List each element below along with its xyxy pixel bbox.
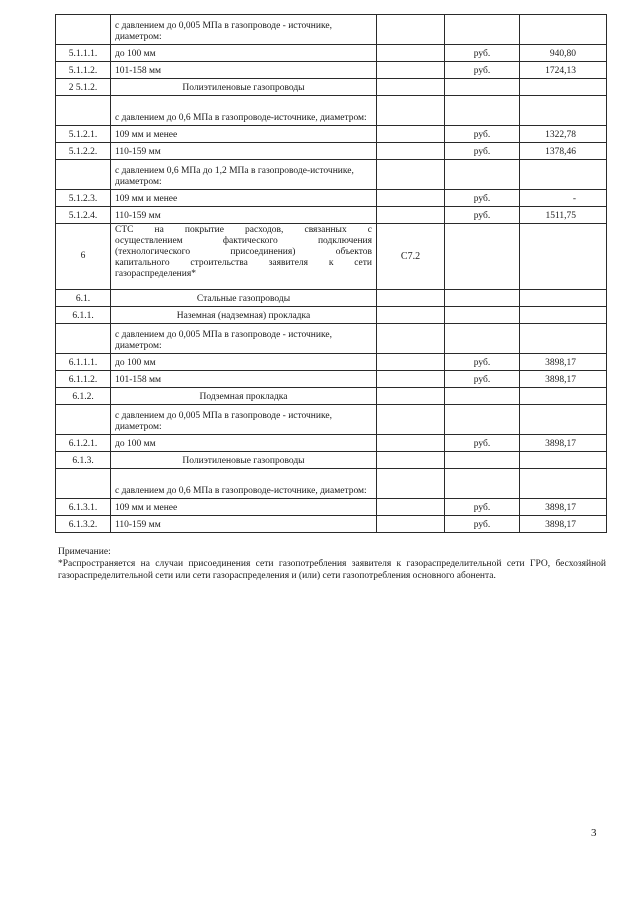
row-unit: руб. [445,516,520,533]
row-number: 5.1.2.3. [56,190,111,207]
row-code [377,290,445,307]
row-price: 1724,13 [520,62,607,79]
row-unit [445,290,520,307]
row-number: 6 [56,224,111,290]
row-description: 110-159 мм [111,143,377,160]
row-unit [445,324,520,354]
row-code [377,452,445,469]
table-row [56,435,607,452]
row-unit: руб. [445,45,520,62]
row-price: 3898,17 [520,435,607,452]
row-description: с давлением до 0,005 МПа в газопроводе - источнике, диаметром: [111,15,377,45]
row-description: с давлением до 0,005 МПа в газопроводе - источнике, диаметром: [111,405,377,435]
row-code [377,516,445,533]
description-line: (технологического присоединения) объектов [115,247,372,257]
row-unit [445,405,520,435]
row-code [377,79,445,96]
row-number: 6.1.2.1. [56,435,111,452]
description-line: капитального строительства заявителя к сети [115,258,372,268]
row-unit: руб. [445,143,520,160]
footnote-title: Примечание: [58,547,111,557]
row-code [377,45,445,62]
row-description: 109 мм и менее [111,499,377,516]
row-description: 110-159 мм [111,207,377,224]
section-row [56,290,607,307]
table-row [56,143,607,160]
row-price: 3898,17 [520,499,607,516]
row-code [377,143,445,160]
row-number: 2 5.1.2. [56,79,111,96]
row-description: до 100 мм [111,435,377,452]
section-title: Подземная прокладка [111,388,377,405]
row-unit [445,388,520,405]
row-code [377,62,445,79]
row-code [377,371,445,388]
row-unit: руб. [445,354,520,371]
row-description: 109 мм и менее [111,126,377,143]
row-price: 3898,17 [520,354,607,371]
row-unit: руб. [445,190,520,207]
row-price: 1511,75 [520,207,607,224]
row-number: 6.1.3. [56,452,111,469]
table-row [56,15,607,45]
row-unit [445,160,520,190]
row-description: с давлением до 0,6 МПа в газопроводе-источнике, диаметром: [111,96,377,126]
row-unit [445,224,520,290]
row-price: 3898,17 [520,516,607,533]
table-row [56,62,607,79]
row-number: 6.1.1.1. [56,354,111,371]
section-title: Стальные газопроводы [111,290,377,307]
row-description: до 100 мм [111,45,377,62]
row-unit: руб. [445,126,520,143]
row-number: 5.1.1.1. [56,45,111,62]
row-description: до 100 мм [111,354,377,371]
section-row [56,307,607,324]
table-row [56,96,607,126]
row-unit [445,469,520,499]
row-number [56,96,111,126]
table-row [56,190,607,207]
row-unit: руб. [445,499,520,516]
row-price: 1378,46 [520,143,607,160]
row-price [520,15,607,45]
table-row [56,324,607,354]
row-price: 1322,78 [520,126,607,143]
table-row [56,126,607,143]
row-price [520,224,607,290]
row-price [520,79,607,96]
section-title: Наземная (надземная) прокладка [111,307,377,324]
row-code [377,354,445,371]
row-number: 6.1. [56,290,111,307]
table-row-stc [56,224,607,290]
description-line: СТС на покрытие расходов, связанных с [115,225,372,235]
row-code [377,469,445,499]
row-code [377,15,445,45]
row-number: 6.1.3.1. [56,499,111,516]
table-row [56,405,607,435]
row-number: 5.1.2.4. [56,207,111,224]
row-price: 3898,17 [520,371,607,388]
tariff-table [55,14,607,533]
row-unit [445,96,520,126]
row-unit: руб. [445,435,520,452]
row-code: С7.2 [377,224,445,290]
row-unit: руб. [445,62,520,79]
row-number: 6.1.3.2. [56,516,111,533]
row-unit: руб. [445,371,520,388]
footnote-text: *Распространяется на случаи присоединения сети газопотребления заявителя к газораспределительной сети ГРО, бесхозяйной газораспределительной сети или сети газораспределения и (или) сети газопотребления основного абонента. [58,559,606,581]
row-number [56,405,111,435]
row-unit [445,452,520,469]
table-row [56,354,607,371]
row-number: 5.1.2.1. [56,126,111,143]
table-row [56,160,607,190]
row-unit [445,307,520,324]
row-number [56,469,111,499]
row-number: 6.1.1.2. [56,371,111,388]
row-code [377,190,445,207]
row-number: 6.1.1. [56,307,111,324]
row-code [377,435,445,452]
row-number [56,15,111,45]
row-description: с давлением до 0,005 МПа в газопроводе - источнике, диаметром: [111,324,377,354]
table-row [56,499,607,516]
row-price: 940,80 [520,45,607,62]
row-number [56,160,111,190]
row-code [377,160,445,190]
row-number: 5.1.1.2. [56,62,111,79]
row-price: - [520,190,607,207]
row-price [520,469,607,499]
section-row [56,388,607,405]
row-description: 109 мм и менее [111,190,377,207]
row-code [377,126,445,143]
row-price [520,290,607,307]
section-row [56,452,607,469]
row-price [520,96,607,126]
row-description: 110-159 мм [111,516,377,533]
row-number: 6.1.2. [56,388,111,405]
table-row [56,469,607,499]
row-price [520,388,607,405]
row-code [377,405,445,435]
row-number: 5.1.2.2. [56,143,111,160]
row-price [520,160,607,190]
section-title: Полиэтиленовые газопроводы [111,452,377,469]
page-number: 3 [591,827,597,839]
table-row [56,207,607,224]
row-price [520,324,607,354]
section-row [56,79,607,96]
table-row [56,516,607,533]
row-number [56,324,111,354]
row-code [377,324,445,354]
row-price [520,405,607,435]
row-description: 101-158 мм [111,371,377,388]
footnote [58,546,606,582]
row-description: 101-158 мм [111,62,377,79]
row-code [377,388,445,405]
row-description: с давлением до 0,6 МПа в газопроводе-источнике, диаметром: [111,469,377,499]
row-code [377,207,445,224]
row-unit [445,79,520,96]
description-line: осуществлением фактического подключения [115,236,372,246]
row-unit: руб. [445,207,520,224]
row-price [520,307,607,324]
row-unit [445,15,520,45]
row-code [377,96,445,126]
row-price [520,452,607,469]
section-title: Полиэтиленовые газопроводы [111,79,377,96]
table-row [56,371,607,388]
description-line: газораспределения* [115,269,196,279]
row-code [377,499,445,516]
row-code [377,307,445,324]
table-row [56,45,607,62]
row-description [111,224,377,290]
row-description: с давлением 0,6 МПа до 1,2 МПа в газопроводе-источнике, диаметром: [111,160,377,190]
